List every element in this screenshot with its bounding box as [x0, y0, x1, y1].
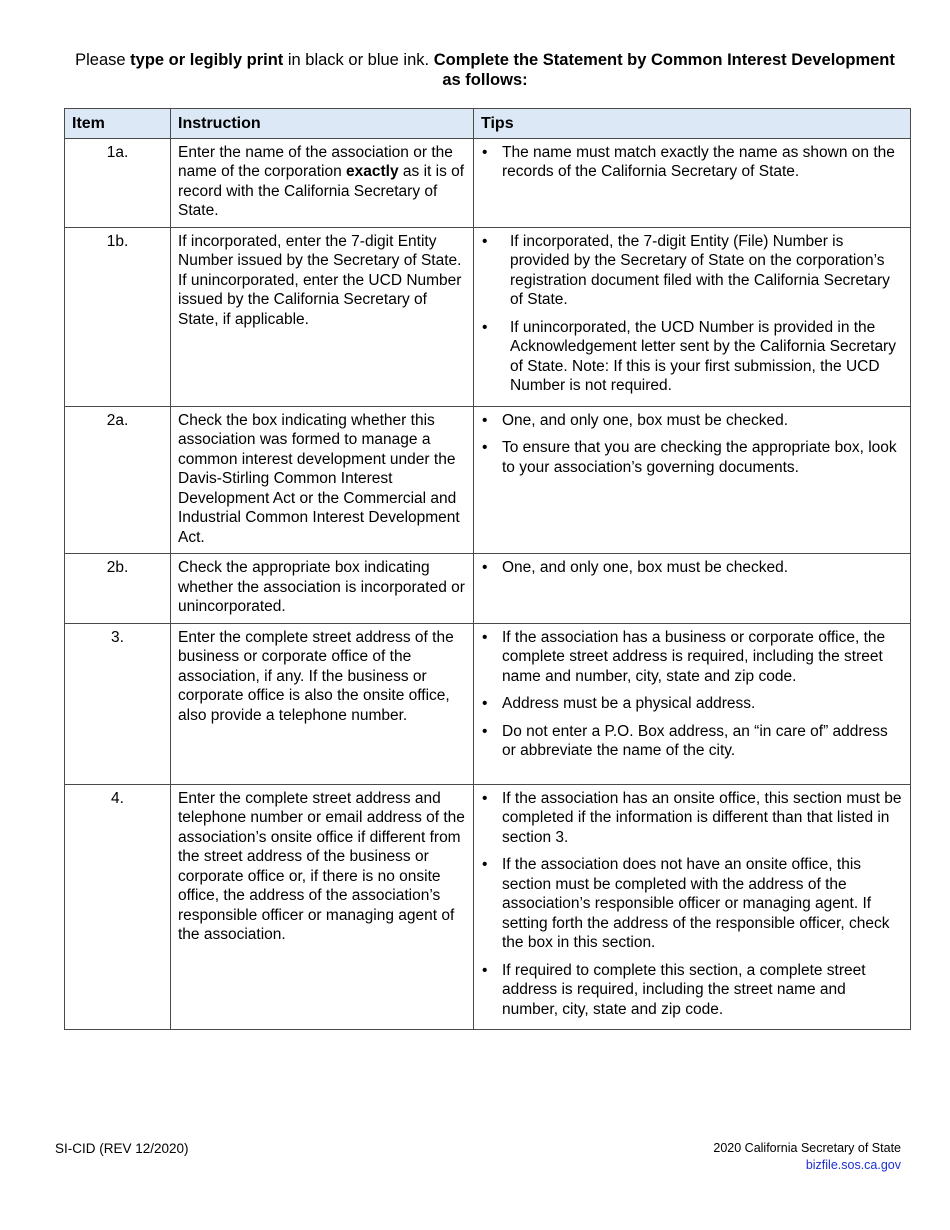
table-row: [65, 138, 911, 227]
instructions-table: [64, 108, 911, 1030]
item-number: 1b.: [65, 227, 171, 406]
tips-cell: [474, 138, 911, 227]
instruction-cell: If incorporated, enter the 7-digit Entity Number issued by the Secretary of State. If unincorporated, enter the UCD Number issued by the California Secretary of State, if applicable.: [171, 227, 474, 406]
table-row: [65, 623, 911, 784]
bullet: •: [482, 559, 488, 576]
instruction-cell: [171, 138, 474, 227]
tip-text: If incorporated, the 7-digit Entity (File) Number is provided by the Secretary of State on the corporation’s registration document filed with the California Secretary of State.: [510, 232, 890, 308]
header-bold-1: type or legibly print: [130, 51, 284, 69]
tips-cell: [474, 623, 911, 784]
column-header-item: Item: [65, 109, 171, 139]
bullet: •: [482, 411, 488, 429]
tip-text: If required to complete this section, a complete street address is required, including the street name and number, city, state and zip code.: [502, 961, 866, 1018]
header-text-1: Please: [75, 51, 131, 69]
instruction-cell: Check the appropriate box indicating whether the association is incorporated or unincorporated.: [171, 554, 474, 624]
tips-cell: [474, 554, 911, 624]
bullet: •: [482, 318, 488, 336]
footer-credits: [713, 1140, 901, 1174]
item-number: 2a.: [65, 406, 171, 554]
form-id: SI-CID (REV 12/2020): [55, 1141, 189, 1156]
header-bold-2: Complete the Statement by Common Interest Development as follows:: [433, 51, 895, 89]
item-number: 2b.: [65, 554, 171, 624]
bullet: •: [482, 143, 488, 161]
table-row: [65, 554, 911, 624]
tip-text: If the association has a business or corporate office, the complete street address is required, including the street name and number, city, state and zip code.: [502, 628, 886, 685]
tip-item: [482, 558, 902, 578]
tip-text: One, and only one, box must be checked.: [502, 411, 789, 429]
bullet: •: [482, 789, 488, 807]
tip-text: If unincorporated, the UCD Number is provided in the Acknowledgement letter sent by the California Secretary of State. Note: If this is your first submission, the UCD Number is not required.: [510, 318, 896, 394]
item-number: 3.: [65, 623, 171, 784]
tip-item: [482, 411, 902, 431]
tip-text: To ensure that you are checking the appropriate box, look to your association’s governing documents.: [502, 439, 897, 476]
column-header-instruction: Instruction: [171, 109, 474, 139]
tips-cell: [474, 784, 911, 1030]
table-row: [65, 784, 911, 1030]
tip-text: Address must be a physical address.: [502, 695, 756, 712]
bullet: •: [482, 628, 488, 646]
instructions-header: [70, 50, 900, 90]
copyright-text: 2020 California Secretary of State: [713, 1141, 901, 1155]
bullet: •: [482, 232, 488, 250]
tip-item: [482, 722, 902, 761]
instruction-text: Enter the name of the association or the name of the corporation: [178, 143, 453, 180]
tip-item: [482, 789, 902, 848]
column-header-tips: Tips: [474, 109, 911, 139]
website-link[interactable]: bizfile.sos.ca.gov: [805, 1158, 901, 1172]
item-number: 1a.: [65, 138, 171, 227]
table-row: [65, 227, 911, 406]
instruction-emphasis: exactly: [346, 163, 399, 180]
instruction-cell: Enter the complete street address of the business or corporate office of the association, if any. If the business or corporate office is also the onsite office, also provide a telephone number.: [171, 623, 474, 784]
tip-text: One, and only one, box must be checked.: [502, 559, 789, 576]
tip-item: [482, 628, 902, 687]
bullet: •: [482, 722, 488, 740]
tip-item: [482, 694, 902, 714]
tip-item: [482, 318, 902, 396]
tip-item: [482, 232, 902, 310]
tip-item: [482, 143, 902, 182]
header-text-2: in black or blue ink.: [283, 51, 434, 69]
bullet: •: [482, 695, 488, 712]
tip-text: Do not enter a P.O. Box address, an “in care of” address or abbreviate the name of the city.: [502, 722, 888, 759]
tip-text: If the association has an onsite office, this section must be completed if the information is different than that listed in section 3.: [502, 789, 902, 846]
tip-item: [482, 438, 902, 477]
tips-cell: [474, 406, 911, 554]
tip-text: If the association does not have an onsite office, this section must be completed with the address of the association’s responsible officer or managing agent. If setting forth the address of the responsible officer, check the box in this section.: [502, 856, 890, 951]
bullet: •: [482, 856, 488, 873]
item-number: 4.: [65, 784, 171, 1030]
instruction-cell: Enter the complete street address and telephone number or email address of the association’s onsite office if different from the street address of the business or corporate office or, if there is no onsite office, the address of the association’s responsible officer or managing agent of the association.: [171, 784, 474, 1030]
instruction-cell: Check the box indicating whether this association was formed to manage a common interest development under the Davis-Stirling Common Interest Development Act or the Commercial and Industrial Common Interest Development Act.: [171, 406, 474, 554]
tip-item: [482, 855, 902, 953]
tip-item: [482, 961, 902, 1020]
table-header-row: [65, 109, 911, 139]
tip-text: The name must match exactly the name as shown on the records of the California Secretary of State.: [502, 143, 895, 180]
bullet: •: [482, 961, 488, 979]
tips-cell: [474, 227, 911, 406]
bullet: •: [482, 439, 488, 456]
instruction-text: as it is of record with the California Secretary of State.: [178, 163, 465, 219]
table-row: [65, 406, 911, 554]
